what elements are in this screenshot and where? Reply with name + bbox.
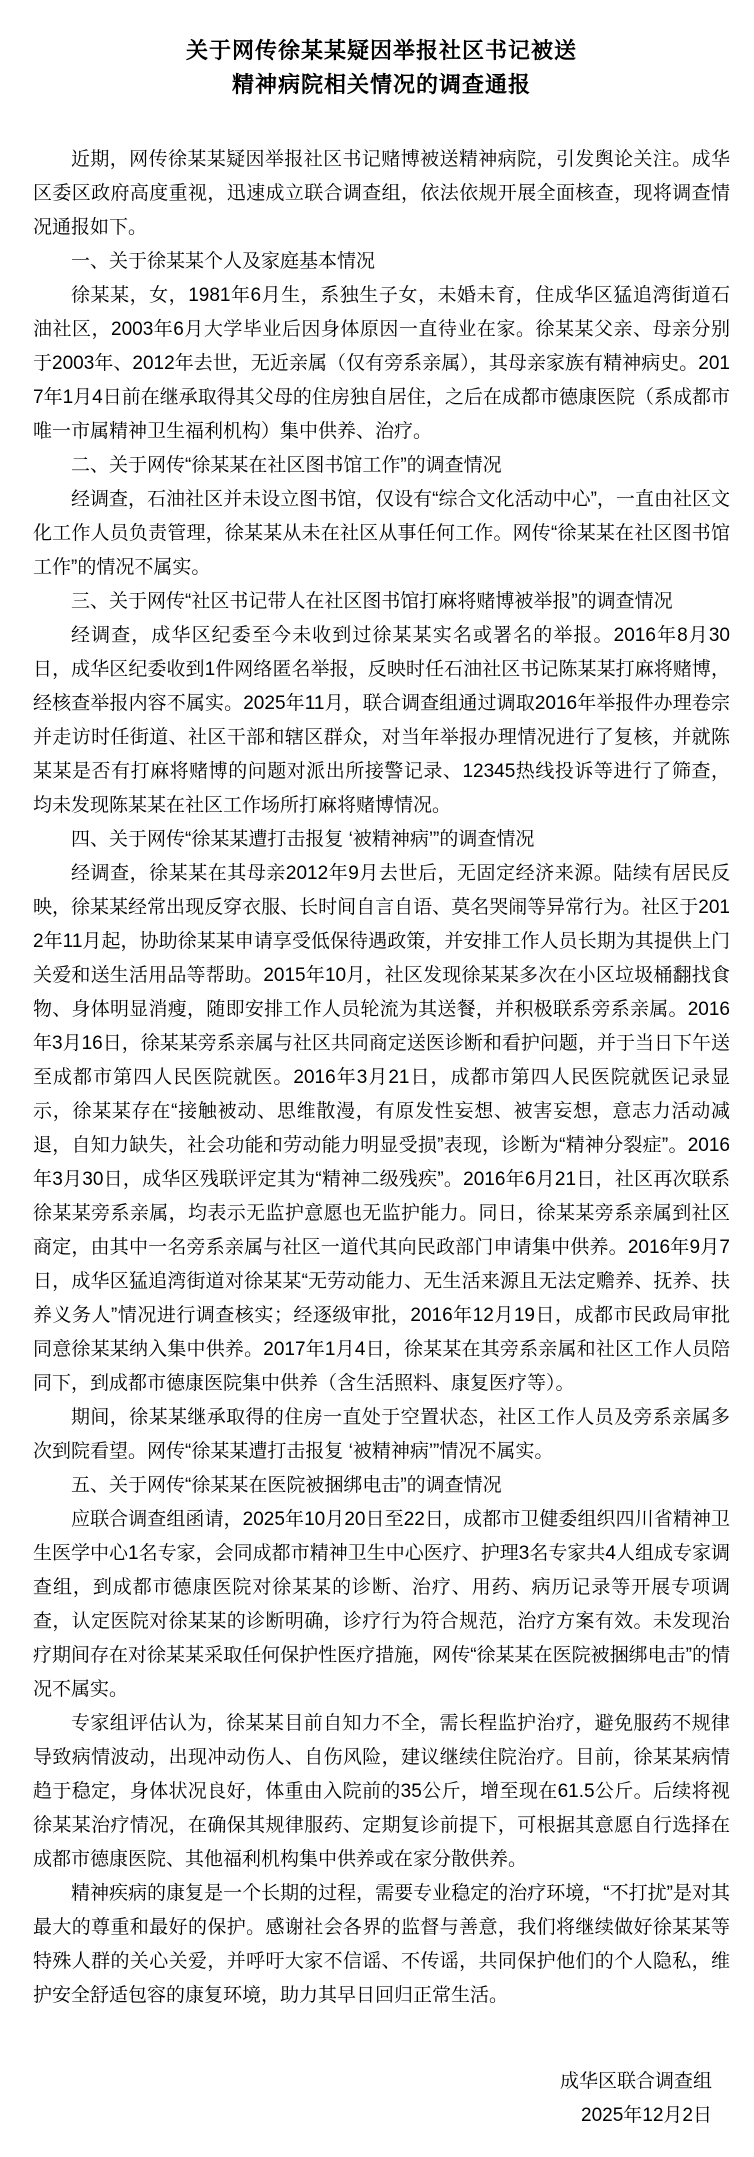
section-heading-3: 三、关于网传“社区书记带人在社区图书馆打麻将赌博被举报”的调查情况 bbox=[71, 591, 673, 612]
issuer-name: 成华区联合调查组 bbox=[559, 2071, 712, 2092]
section-1-paragraph: 徐某某，女，1981年6月生，系独生子女，未婚未育，住成华区猛追湾街道石油社区，2003年6月大学毕业后因身体原因一直待业在家。徐某某父亲、母亲分别于2003年、2012年去世，无近亲属（仅有旁系亲属），其母亲家族有精神病史。2017年1月4日前在继承取得其父母的住房独自居住，之后在成都市德康医院（系成都市唯一市属精神卫生福利机构）集中供养、治疗。 bbox=[33, 285, 730, 442]
closing-paragraph: 精神疾病的康复是一个长期的过程，需要专业稳定的治疗环境，“不打扰”是对其最大的尊重和最好的保护。感谢社会各界的监督与善意，我们将继续做好徐某某等特殊人群的关心关爱，并呼吁大家不信谣、不传谣，共同保护他们的个人隐私，维护安全舒适包容的康复环境，助力其早日回归正常生活。 bbox=[33, 1883, 730, 2006]
document-title-line-2: 精神病院相关情况的调查通报 bbox=[231, 72, 531, 97]
signature-block bbox=[33, 2065, 730, 2133]
document-title-line-1: 关于网传徐某某疑因举报社区书记被送 bbox=[185, 38, 577, 63]
document-title bbox=[33, 34, 730, 102]
section-heading-1: 一、关于徐某某个人及家庭基本情况 bbox=[71, 251, 376, 272]
section-heading-2: 二、关于网传“徐某某在社区图书馆工作”的调查情况 bbox=[71, 455, 502, 476]
section-3-paragraph: 经调查，成华区纪委至今未收到过徐某某实名或署名的举报。2016年8月30日，成华区纪委收到1件网络匿名举报，反映时任石油社区书记陈某某打麻将赌博，经核查举报内容不属实。2025年11月，联合调查组通过调取2016年举报件办理卷宗并走访时任街道、社区干部和辖区群众，对当年举报办理情况进行了复核，并就陈某某是否有打麻将赌博的问题对派出所接警记录、12345热线投诉等进行了筛查，均未发现陈某某在社区工作场所打麻将赌博情况。 bbox=[33, 625, 730, 816]
section-4-paragraph-2: 期间，徐某某继承取得的住房一直处于空置状态，社区工作人员及旁系亲属多次到院看望。网传“徐某某遭打击报复 ‘被精神病’”情况不属实。 bbox=[33, 1407, 730, 1462]
section-2-paragraph: 经调查，石油社区并未设立图书馆，仅设有“综合文化活动中心”，一直由社区文化工作人员负责管理，徐某某从未在社区从事任何工作。网传“徐某某在社区图书馆工作”的情况不属实。 bbox=[33, 489, 730, 578]
issue-date: 2025年12月2日 bbox=[581, 2105, 712, 2126]
section-heading-4: 四、关于网传“徐某某遭打击报复 ‘被精神病’”的调查情况 bbox=[71, 829, 535, 850]
section-heading-5: 五、关于网传“徐某某在医院被捆绑电击”的调查情况 bbox=[71, 1475, 502, 1496]
section-4-paragraph-1: 经调查，徐某某在其母亲2012年9月去世后，无固定经济来源。陆续有居民反映，徐某某经常出现反穿衣服、长时间自言自语、莫名哭闹等异常行为。社区于2012年11月起，协助徐某某申请享受低保待遇政策，并安排工作人员长期为其提供上门关爱和送生活用品等帮助。2015年10月，社区发现徐某某多次在小区垃圾桶翻找食物、身体明显消瘦，随即安排工作人员轮流为其送餐，并积极联系旁系亲属。2016年3月16日，徐某某旁系亲属与社区共同商定送医诊断和看护问题，并于当日下午送至成都市第四人民医院就医。2016年3月21日，成都市第四人民医院就医记录显示，徐某某存在“接触被动、思维散漫，有原发性妄想、被害妄想，意志力活动减退，自知力缺失，社会功能和劳动能力明显受损”表现，诊断为“精神分裂症”。2016年3月30日，成华区残联评定其为“精神二级残疾”。2016年6月21日，社区再次联系徐某某旁系亲属，均表示无监护意愿也无监护能力。同日，徐某某旁系亲属到社区商定，由其中一名旁系亲属与社区一道代其向民政部门申请集中供养。2016年9月7日，成华区猛追湾街道对徐某某“无劳动能力、无生活来源且无法定赡养、抚养、扶养义务人”情况进行调查核实；经逐级审批，2016年12月19日，成都市民政局审批同意徐某某纳入集中供养。2017年1月4日，徐某某在其旁系亲属和社区工作人员陪同下，到成都市德康医院集中供养（含生活照料、康复医疗等）。 bbox=[33, 863, 730, 1394]
intro-paragraph: 近期，网传徐某某疑因举报社区书记赌博被送精神病院，引发舆论关注。成华区委区政府高度重视，迅速成立联合调查组，依法依规开展全面核查，现将调查情况通报如下。 bbox=[33, 149, 730, 238]
section-5-paragraph-2: 专家组评估认为，徐某某目前自知力不全，需长程监护治疗，避免服药不规律导致病情波动，出现冲动伤人、自伤风险，建议继续住院治疗。目前，徐某某病情趋于稳定，身体状况良好，体重由入院前的35公斤，增至现在61.5公斤。后续将视徐某某治疗情况，在确保其规律服药、定期复诊前提下，可根据其意愿自行选择在成都市德康医院、其他福利机构集中供养或在家分散供养。 bbox=[33, 1713, 730, 1870]
section-5-paragraph-1: 应联合调查组函请，2025年10月20日至22日，成都市卫健委组织四川省精神卫生医学中心1名专家，会同成都市精神卫生中心医疗、护理3名专家共4人组成专家调查组，到成都市德康医院对徐某某的诊断、治疗、用药、病历记录等开展专项调查，认定医院对徐某某的诊断明确，诊疗行为符合规范，治疗方案有效。未发现治疗期间存在对徐某某采取任何保护性医疗措施，网传“徐某某在医院被捆绑电击”的情况不属实。 bbox=[33, 1509, 730, 1700]
